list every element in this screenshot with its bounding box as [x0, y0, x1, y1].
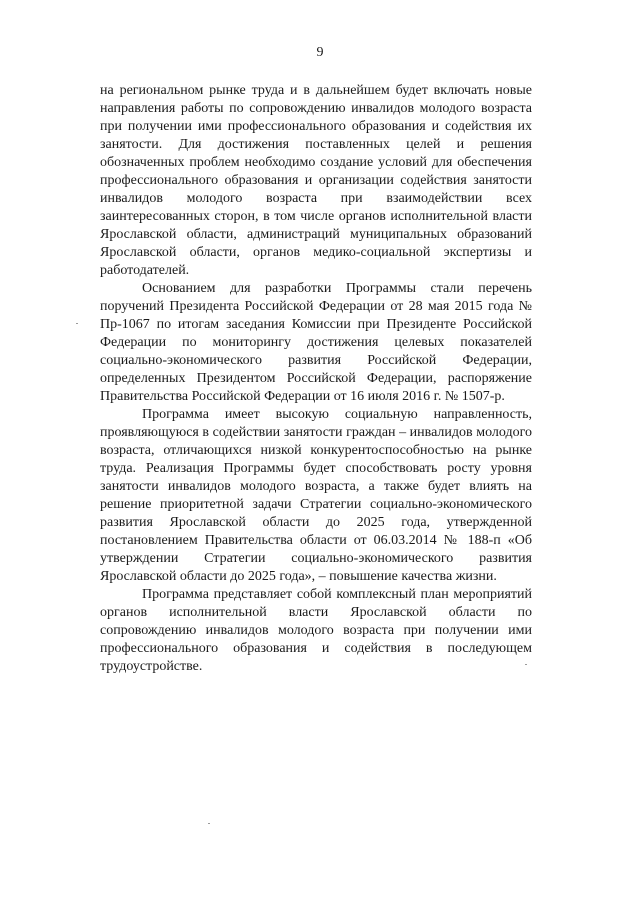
document-body: [100, 82, 532, 676]
scan-speck: [525, 664, 527, 665]
paragraph-program-basis: Основанием для разработки Программы стали перечень поручений Президента Российской Федерации от 28 мая 2015 года № Пр-1067 по итогам заседания Комиссии при Президенте Российской Федерации по мониторингу достижения целевых показателей социально-экономического развития Российской Федерации, определенных Президентом Российской Федерации, распоряжение Правительства Российской Федерации от 16 июля 2016 г. № 1507-р.: [100, 281, 532, 404]
scan-speck: [76, 323, 78, 324]
paragraph-continuation: на региональном рынке труда и в дальнейшем будет включать новые направления работы по сопровождению инвалидов молодого возраста при получении ими профессионального образования и содействия их занятости. Для достижения поставленных целей и решения обозначенных проблем необходимо создание условий для обеспечения профессионального образования и организации содействия занятости инвалидов молодого возраста при взаимодействии всех заинтересованных сторон, в том числе органов исполнительной власти Ярославской области, администраций муниципальных образований Ярославской области, органов медико-социальной экспертизы и работодателей.: [100, 83, 532, 278]
paragraph-social-focus: Программа имеет высокую социальную направленность, проявляющуюся в содействии занятости граждан – инвалидов молодого возраста, отличающихся низкой конкурентоспособностью на рынке труда. Реализация Программы будет способствовать росту уровня занятости инвалидов молодого возраста, а также будет влиять на решение приоритетной задачи Стратегии социально-экономического развития Ярославской области до 2025 года, утвержденной постановлением Правительства области от 06.03.2014 № 188-п «Об утверждении Стратегии социально-экономического развития Ярославской области до 2025 года», – повышение качества жизни.: [100, 407, 532, 584]
scan-speck: [208, 823, 210, 824]
paragraph-program-plan: Программа представляет собой комплексный план мероприятий органов исполнительной власти Ярославской области по сопровождению инвалидов молодого возраста при получении ими профессионального образования и содействия в последующем трудоустройстве.: [100, 587, 532, 674]
page-number: 9: [316, 45, 324, 60]
